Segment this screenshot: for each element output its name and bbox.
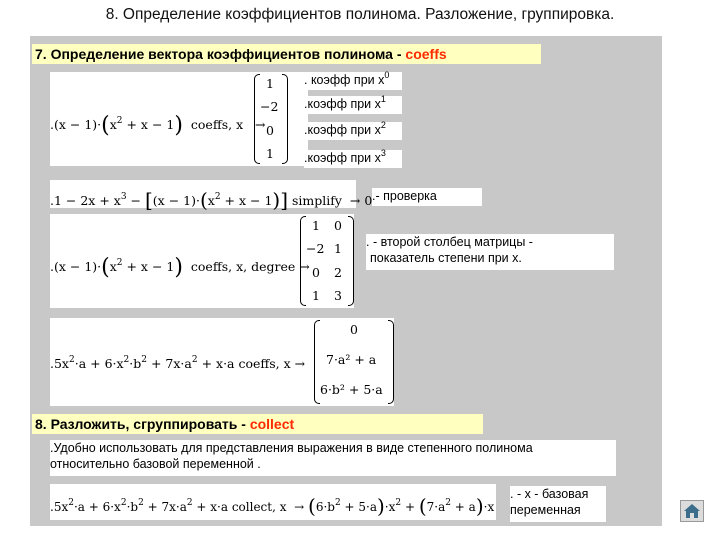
matrix-entry: −2: [306, 241, 325, 256]
section8-header-text: 8. Разложить, сгруппировать -: [35, 416, 250, 432]
check-expression: $.1 - 2x + x^3 - [(x - 1)\cdot(x^2 + x - 1)]$ simplify → 0: [50, 188, 373, 212]
coeffs-expression-region[interactable]: [50, 72, 308, 166]
vector-entry: −2: [260, 99, 279, 114]
section8-keyword: collect: [249, 416, 295, 432]
collect-note-line1: . - x - базовая: [510, 487, 589, 501]
vector-entry: 1: [266, 146, 274, 161]
coeffs-expression: $.(x - 1)\cdot(x^2 + x - 1)$ coeffs, x →: [50, 113, 266, 138]
collect-explanation-line2: относительно базовой переменной .: [50, 457, 261, 471]
multivar-coeffs-expression: $.5x^2\cdot a + 6\cdot x^2\cdot b^2 + 7x\cdot a^2 + x\cdot a$ coeffs, x →: [50, 355, 306, 371]
section8-header: [32, 414, 483, 434]
matrix-entry: 0: [334, 218, 342, 233]
collect-explanation: [50, 440, 616, 476]
collect-note-line2: переменная: [510, 503, 581, 517]
collect-expression: $.5x^2\cdot a + 6\cdot x^2\cdot b^2 + 7x\cdot a^2 + x\cdot a$ collect, $x \to (6\cdot b^2 + 5\cdot a)\cdot x^2 + (7\cdot a^2 + a)\cdot x$: [50, 494, 495, 518]
worksheet-area: [30, 36, 662, 526]
section7-header-text: 7. Определение вектора коэффициентов полинома -: [35, 46, 406, 62]
home-button[interactable]: [680, 500, 704, 522]
vector-entry: 1: [266, 76, 274, 91]
matrix-entry: 2: [334, 265, 342, 280]
matrix-entry: 0: [312, 265, 320, 280]
coef-label-x2: .коэфф при $x^2$: [304, 122, 402, 140]
multivar-coeffs-region[interactable]: [50, 318, 394, 406]
collect-expression-region[interactable]: [50, 484, 496, 520]
home-icon: [681, 501, 703, 521]
degree-result-matrix: [300, 216, 354, 306]
vector-entry: 0: [266, 123, 274, 138]
degree-expression-region[interactable]: [50, 214, 354, 308]
vector-entry: 7·a² + a: [326, 352, 377, 367]
section7-keyword: coeffs: [405, 46, 447, 62]
section7-header: [32, 44, 541, 64]
coef-label-x3: .коэфф при $x^3$: [304, 150, 402, 168]
vector-entry: 6·b² + 5·a: [320, 382, 383, 397]
multivar-result-vector: [314, 320, 394, 404]
collect-note: [510, 486, 606, 522]
degree-note: [366, 234, 614, 270]
vector-entry: 0: [350, 322, 358, 337]
coeffs-result-vector: [254, 74, 288, 164]
matrix-entry: 3: [334, 288, 342, 303]
matrix-entry: 1: [312, 218, 320, 233]
check-label: .- проверка: [372, 188, 482, 206]
degree-note-line2: показатель степени при x.: [370, 251, 522, 265]
degree-note-line1: . - второй столбец матрицы -: [366, 235, 533, 249]
expr1-lhs: .(x − 1)·: [50, 117, 102, 132]
collect-explanation-line1: .Удобно использовать для представления выражения в виде степенного полинома: [50, 441, 533, 455]
matrix-entry: 1: [312, 288, 320, 303]
check-expression-region[interactable]: [50, 180, 373, 212]
slide-title: 8. Определение коэффициентов полинома. Разложение, группировка.: [105, 6, 615, 23]
matrix-entry: 1: [334, 241, 342, 256]
degree-expression: $.(x - 1)\cdot(x^2 + x - 1)$ coeffs, x, degree →: [50, 255, 310, 280]
coef-label-x0: . коэфф при $x^0$: [304, 72, 402, 90]
coef-label-x1: .коэфф при $x^1$: [304, 96, 402, 114]
